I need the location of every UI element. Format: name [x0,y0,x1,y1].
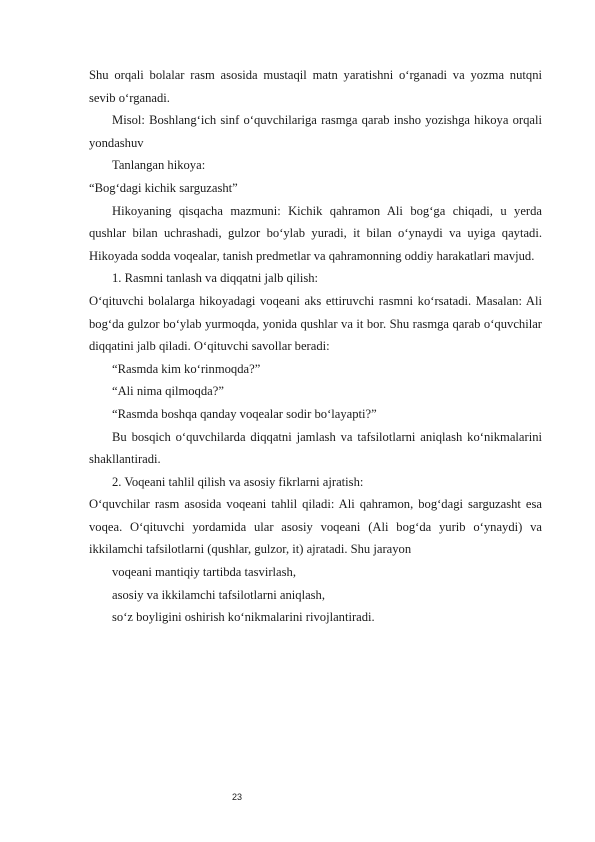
paragraph: Hikoyaning qisqacha mazmuni: Kichik qahramon Ali bog‘ga chiqadi, u yerda qushlar bilan uchrashadi, gulzor bo‘ylab yuradi, it bilan o‘ynaydi va uyiga qaytadi. Hikoyada sodda voqealar, tanish predmetlar va qahramonning oddiy harakatlari mavjud. [89,203,542,263]
question-line: “Rasmda kim ko‘rinmoqda?” [112,361,261,376]
list-item: asosiy va ikkilamchi tafsilotlarni aniqlash, [112,587,325,602]
paragraph: O‘qituvchi bolalarga hikoyadagi voqeani aks ettiruvchi rasmni ko‘rsatadi. Masalan: Ali bog‘da gulzor bo‘ylab yurmoqda, yonida qushlar va it bor. Shu rasmga qarab o‘quvchilar diqqatini jalb qiladi. O‘qituvchi savollar beradi: [89,293,542,354]
paragraph: Bu bosqich o‘quvchilarda diqqatni jamlash va tafsilotlarni aniqlash ko‘nikmalarini shakllantiradi. [89,429,542,467]
question-line: “Rasmda boshqa qanday voqealar sodir bo‘layapti?” [112,406,377,421]
story-title: “Bog‘dagi kichik sarguzasht” [89,180,238,195]
page-number: 23 [232,792,243,802]
list-item: voqeani mantiqiy tartibda tasvirlash, [112,565,296,580]
question-line: “Ali nima qilmoqda?” [112,384,224,399]
paragraph: O‘quvchilar rasm asosida voqeani tahlil qiladi: Ali qahramon, bog‘dagi sarguzasht esa voqea. O‘qituvchi yordamida ular asosiy voqeani (Ali bog‘da yurib o‘ynaydi) va ikkilamchi tafsilotlarni (qushlar, gulzor, it) ajratadi. Shu jarayon [89,497,542,557]
paragraph: Shu orqali bolalar rasm asosida mustaqil matn yaratishni o‘rganadi va yozma nutqni sevib o‘rganadi. [89,68,542,105]
paragraph: Misol: Boshlang‘ich sinf o‘quvchilariga rasmga qarab insho yozishga hikoya orqali yondashuv [89,113,542,150]
section-heading: 2. Voqeani tahlil qilish va asosiy fikrlarni ajratish: [112,474,364,489]
paragraph: Tanlangan hikoya: [112,158,206,173]
list-item: so‘z boyligini oshirish ko‘nikmalarini rivojlantiradi. [112,610,375,625]
document-body [89,64,542,629]
section-heading: 1. Rasmni tanlash va diqqatni jalb qilish: [112,271,319,286]
